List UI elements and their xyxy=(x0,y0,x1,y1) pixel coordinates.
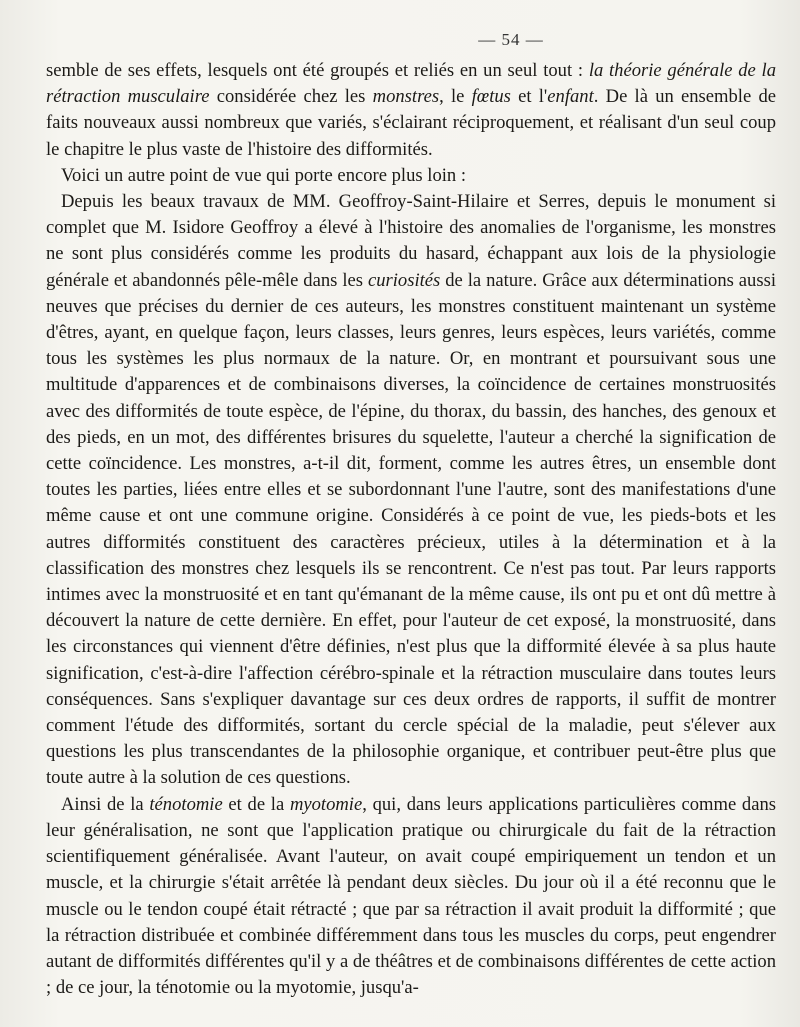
text-run: Voici un autre point de vue qui porte encore plus loin : xyxy=(61,164,467,186)
italic-text: fœtus xyxy=(471,86,511,108)
text-run: et de la xyxy=(222,793,290,815)
italic-text: ténotomie xyxy=(149,793,223,815)
text-run: de la nature. Grâce aux déterminations aussi neuves que précises du dernier de ces auteurs, les monstres constituent maintenant un système d'êtres, ayant, en quelque façon, leurs classes, leurs genres, leurs espèces, leurs variétés, comme tous les systèmes les plus normaux de la nature. Or, en montrant et poursuivant sous une multitude d'apparences et de combinaisons diverses, la coïncidence de certaines monstruosités avec des difformités de toute espèce, de l'épine, du thorax, du bassin, des hanches, des genoux et des pieds, en un mot, des différentes brisures du squelette, l'auteur a cherché la signification de cette coïncidence. Les monstres, a-t-il dit, forment, comme les autres êtres, un ensemble dont toutes les parties, liées entre elles et se subordonnant l'une l'autre, sont des manifestations d'une même cause et ont une commune origine. Considérés à ce point de vue, les pieds-bots et les autres difformités constituent des caractères précieux, utiles à la détermination et à la classification des monstres chez lesquels ils se rencontrent. Ce n'est pas tout. Par leurs rapports intimes avec la monstruosité et en tant qu'émanant de la même cause, ils ont pu et ont dû mettre à découvert la nature de cette dernière. En effet, pour l'auteur de cet exposé, la monstruosité, dans les circonstances qui viennent d'être définies, n'est plus que la difformité élevée à sa plus haute signification, c'est-à-dire l'affection cérébro-spinale et la rétraction musculaire dans toutes leurs conséquences. Sans s'expliquer davantage sur ces deux ordres de rapports, il suffit de montrer comment l'étude des difformités, sortant du cercle spécial de la maladie, peut s'élever aux questions les plus transcendantes de la philosophie organique, et contribuer peut-être plus que toute autre à la solution de ces questions. xyxy=(46,269,776,789)
text-run: , le xyxy=(439,86,472,108)
paragraph-4 xyxy=(46,792,776,1002)
page-number: — 54 — xyxy=(478,30,544,49)
italic-text: monstres xyxy=(372,86,440,108)
italic-text: myotomie xyxy=(289,793,363,815)
italic-text: curiosités xyxy=(367,269,441,291)
text-run: semble de ses effets, lesquels ont été groupés et reliés en un seul tout : xyxy=(46,60,589,81)
text-run: Depuis les beaux travaux de MM. Geoffroy-Saint-Hilaire et Serres, depuis le monument si complet que M. Isidore Geoffroy a élevé à l'histoire des anomalies de l'organisme, les monstres ne sont plus considérés comme les produits du hasard, échappant aux lois de la physiologie générale et abandonnés pêle-mêle dans les xyxy=(46,191,776,291)
paragraph-3 xyxy=(46,189,776,792)
text-run: . De là un ensemble de faits nouveaux aussi nombreux que variés, s'éclairant réciproquement, et réalisant d'un seul coup le chapitre le plus vaste de l'histoire des difformités. xyxy=(46,86,776,160)
paragraph-2 xyxy=(46,163,776,189)
text-run: , qui, dans leurs applications particulières comme dans leur généralisation, ne sont que l'application pratique ou chirurgicale du fait de la rétraction scientifiquement généralisée. Avant l'auteur, on avait coupé empiriquement un tendon et un muscle, et la chirurgie s'était arrêtée là pendant deux siècles. Du jour où il a été reconnu que le muscle ou le tendon coupé était rétracté ; que par sa rétraction il avait produit la difformité ; que la rétraction distribuée et combinée différemment dans tous les muscles du corps, peut engendrer autant de difformités différentes qu'il y a de théâtres et de combinaisons différentes de cette action ; de ce jour, la ténotomie ou la myotomie, jusqu'a- xyxy=(46,793,776,999)
italic-text: la théorie générale de la rétraction musculaire xyxy=(46,60,776,108)
text-run: considérée chez les xyxy=(209,86,373,108)
text-run: Ainsi de la xyxy=(61,793,150,815)
text-run: et l' xyxy=(510,86,548,108)
paragraph-1 xyxy=(46,58,776,163)
italic-text: enfant xyxy=(547,86,594,108)
